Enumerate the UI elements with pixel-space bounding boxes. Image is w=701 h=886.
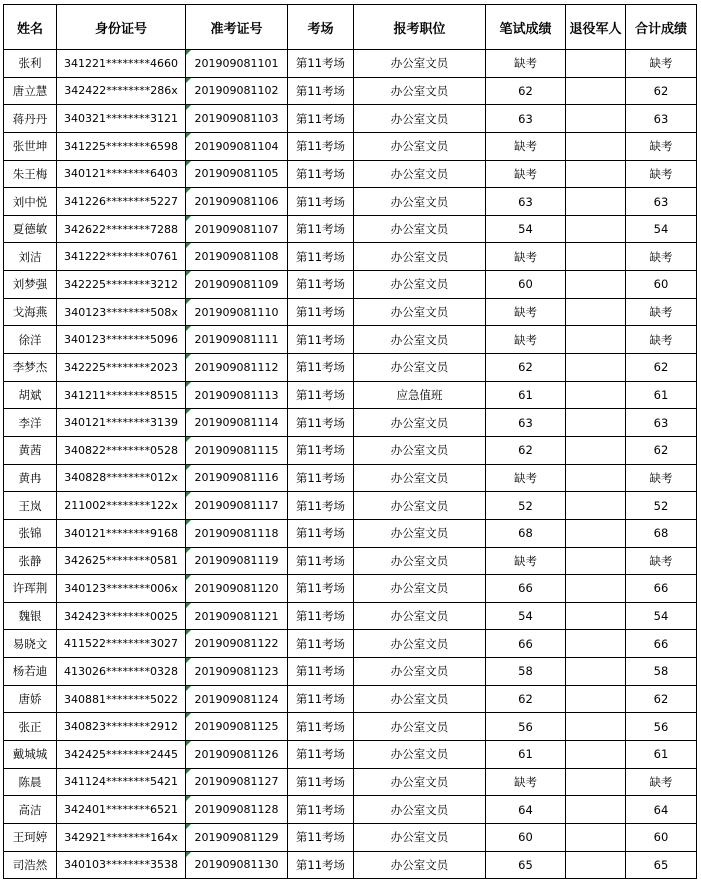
cell-exam-room: 第11考场 [288,243,354,271]
cell-id-number: 340828********012x [57,464,186,492]
cell-total-score: 54 [626,215,697,243]
cell-veteran [566,823,626,851]
cell-veteran [566,547,626,575]
cell-total-score: 63 [626,409,697,437]
cell-position: 办公室文员 [354,492,486,520]
table-row [4,105,697,133]
cell-veteran [566,796,626,824]
cell-position: 办公室文员 [354,326,486,354]
cell-total-score: 缺考 [626,243,697,271]
cell-name: 黄茜 [4,436,57,464]
cell-exam-room: 第11考场 [288,381,354,409]
cell-ticket-number: 201909081113 [186,381,288,409]
cell-id-number: 340121********9168 [57,519,186,547]
table-row [4,50,697,78]
table-row [4,519,697,547]
cell-position: 办公室文员 [354,50,486,78]
cell-total-score: 64 [626,796,697,824]
cell-id-number: 340123********006x [57,575,186,603]
cell-exam-room: 第11考场 [288,768,354,796]
cell-written-score: 52 [486,492,566,520]
cell-position: 办公室文员 [354,354,486,382]
cell-veteran [566,492,626,520]
cell-written-score: 61 [486,741,566,769]
cell-ticket-number: 201909081101 [186,50,288,78]
cell-written-score: 54 [486,215,566,243]
cell-position: 办公室文员 [354,243,486,271]
cell-name: 黄冉 [4,464,57,492]
cell-total-score: 62 [626,685,697,713]
cell-total-score: 61 [626,381,697,409]
cell-exam-room: 第11考场 [288,50,354,78]
cell-written-score: 缺考 [486,160,566,188]
cell-position: 办公室文员 [354,685,486,713]
cell-veteran [566,381,626,409]
cell-id-number: 340881********5022 [57,685,186,713]
col-header-position: 报考职位 [354,5,486,50]
cell-written-score: 58 [486,658,566,686]
cell-exam-room: 第11考场 [288,188,354,216]
cell-exam-room: 第11考场 [288,713,354,741]
cell-total-score: 56 [626,713,697,741]
col-header-room: 考场 [288,5,354,50]
cell-ticket-number: 201909081121 [186,602,288,630]
cell-exam-room: 第11考场 [288,630,354,658]
cell-name: 易晓文 [4,630,57,658]
cell-veteran [566,105,626,133]
cell-id-number: 413026********0328 [57,658,186,686]
cell-exam-room: 第11考场 [288,492,354,520]
cell-total-score: 63 [626,188,697,216]
cell-position: 办公室文员 [354,298,486,326]
table-row [4,243,697,271]
cell-ticket-number: 201909081117 [186,492,288,520]
cell-veteran [566,354,626,382]
cell-name: 刘洁 [4,243,57,271]
table-row [4,547,697,575]
table-row [4,602,697,630]
cell-veteran [566,575,626,603]
cell-name: 夏德敏 [4,215,57,243]
cell-written-score: 62 [486,354,566,382]
cell-exam-room: 第11考场 [288,519,354,547]
cell-veteran [566,409,626,437]
table-body [4,50,697,879]
cell-ticket-number: 201909081108 [186,243,288,271]
cell-ticket-number: 201909081124 [186,685,288,713]
table-row [4,685,697,713]
cell-name: 胡斌 [4,381,57,409]
cell-name: 陈晨 [4,768,57,796]
table-row [4,132,697,160]
cell-ticket-number: 201909081123 [186,658,288,686]
cell-total-score: 62 [626,436,697,464]
cell-id-number: 341225********6598 [57,132,186,160]
cell-id-number: 342921********164x [57,823,186,851]
cell-veteran [566,298,626,326]
cell-position: 办公室文员 [354,77,486,105]
cell-position: 办公室文员 [354,547,486,575]
cell-exam-room: 第11考场 [288,77,354,105]
table-row [4,796,697,824]
cell-ticket-number: 201909081102 [186,77,288,105]
cell-veteran [566,215,626,243]
cell-written-score: 63 [486,105,566,133]
cell-veteran [566,188,626,216]
cell-total-score: 66 [626,575,697,603]
col-header-ticket: 准考证号 [186,5,288,50]
table-row [4,823,697,851]
cell-total-score: 68 [626,519,697,547]
table-row [4,713,697,741]
table-row [4,492,697,520]
table-row [4,77,697,105]
cell-total-score: 60 [626,271,697,299]
cell-written-score: 缺考 [486,243,566,271]
table-row [4,188,697,216]
col-header-score: 笔试成绩 [486,5,566,50]
cell-id-number: 211002********122x [57,492,186,520]
cell-veteran [566,658,626,686]
col-header-name: 姓名 [4,5,57,50]
cell-position: 办公室文员 [354,713,486,741]
cell-exam-room: 第11考场 [288,436,354,464]
table-row [4,658,697,686]
cell-name: 戴城城 [4,741,57,769]
cell-position: 办公室文员 [354,160,486,188]
cell-ticket-number: 201909081110 [186,298,288,326]
cell-ticket-number: 201909081126 [186,741,288,769]
cell-written-score: 缺考 [486,50,566,78]
col-header-id: 身份证号 [57,5,186,50]
cell-position: 办公室文员 [354,741,486,769]
cell-name: 张正 [4,713,57,741]
cell-id-number: 341211********8515 [57,381,186,409]
cell-exam-room: 第11考场 [288,105,354,133]
cell-total-score: 缺考 [626,50,697,78]
header-row [4,5,697,50]
cell-written-score: 缺考 [486,132,566,160]
cell-name: 唐娇 [4,685,57,713]
cell-id-number: 342401********6521 [57,796,186,824]
table-row [4,409,697,437]
table-row [4,298,697,326]
cell-total-score: 缺考 [626,160,697,188]
cell-id-number: 340103********3538 [57,851,186,879]
cell-ticket-number: 201909081128 [186,796,288,824]
cell-exam-room: 第11考场 [288,685,354,713]
cell-written-score: 缺考 [486,298,566,326]
cell-written-score: 65 [486,851,566,879]
cell-veteran [566,602,626,630]
table-row [4,741,697,769]
cell-id-number: 341221********4660 [57,50,186,78]
cell-name: 李梦杰 [4,354,57,382]
table-row [4,630,697,658]
cell-written-score: 63 [486,409,566,437]
cell-veteran [566,77,626,105]
cell-position: 办公室文员 [354,188,486,216]
cell-name: 戈海燕 [4,298,57,326]
cell-veteran [566,851,626,879]
col-header-veteran: 退役军人 [566,5,626,50]
cell-ticket-number: 201909081119 [186,547,288,575]
cell-veteran [566,464,626,492]
cell-written-score: 54 [486,602,566,630]
cell-position: 办公室文员 [354,132,486,160]
cell-exam-room: 第11考场 [288,409,354,437]
cell-name: 张世坤 [4,132,57,160]
table-row [4,354,697,382]
cell-ticket-number: 201909081114 [186,409,288,437]
cell-exam-room: 第11考场 [288,851,354,879]
cell-veteran [566,630,626,658]
cell-written-score: 62 [486,685,566,713]
cell-exam-room: 第11考场 [288,658,354,686]
cell-exam-room: 第11考场 [288,326,354,354]
cell-exam-room: 第11考场 [288,298,354,326]
cell-ticket-number: 201909081103 [186,105,288,133]
cell-total-score: 缺考 [626,547,697,575]
cell-total-score: 54 [626,602,697,630]
cell-exam-room: 第11考场 [288,464,354,492]
cell-ticket-number: 201909081125 [186,713,288,741]
cell-position: 应急值班 [354,381,486,409]
cell-total-score: 62 [626,354,697,382]
cell-written-score: 66 [486,630,566,658]
cell-id-number: 342225********2023 [57,354,186,382]
cell-written-score: 缺考 [486,768,566,796]
cell-name: 张利 [4,50,57,78]
cell-total-score: 52 [626,492,697,520]
cell-ticket-number: 201909081107 [186,215,288,243]
table-row [4,768,697,796]
cell-veteran [566,132,626,160]
cell-total-score: 63 [626,105,697,133]
cell-name: 高洁 [4,796,57,824]
cell-total-score: 60 [626,823,697,851]
cell-id-number: 342423********0025 [57,602,186,630]
cell-position: 办公室文员 [354,215,486,243]
cell-id-number: 342422********286x [57,77,186,105]
cell-written-score: 62 [486,77,566,105]
cell-ticket-number: 201909081115 [186,436,288,464]
table-row [4,464,697,492]
cell-name: 张锦 [4,519,57,547]
cell-position: 办公室文员 [354,851,486,879]
cell-position: 办公室文员 [354,519,486,547]
cell-position: 办公室文员 [354,464,486,492]
cell-ticket-number: 201909081129 [186,823,288,851]
cell-id-number: 341222********0761 [57,243,186,271]
cell-position: 办公室文员 [354,768,486,796]
cell-written-score: 64 [486,796,566,824]
cell-total-score: 61 [626,741,697,769]
cell-id-number: 342425********2445 [57,741,186,769]
cell-id-number: 340822********0528 [57,436,186,464]
cell-position: 办公室文员 [354,575,486,603]
cell-veteran [566,519,626,547]
cell-written-score: 66 [486,575,566,603]
cell-exam-room: 第11考场 [288,823,354,851]
table-row [4,271,697,299]
cell-position: 办公室文员 [354,823,486,851]
cell-position: 办公室文员 [354,658,486,686]
cell-name: 张静 [4,547,57,575]
cell-id-number: 341124********5421 [57,768,186,796]
cell-total-score: 缺考 [626,768,697,796]
cell-total-score: 缺考 [626,464,697,492]
exam-score-table [3,4,697,879]
cell-name: 朱王梅 [4,160,57,188]
cell-id-number: 340123********508x [57,298,186,326]
cell-name: 司浩然 [4,851,57,879]
cell-ticket-number: 201909081122 [186,630,288,658]
cell-ticket-number: 201909081105 [186,160,288,188]
cell-ticket-number: 201909081106 [186,188,288,216]
cell-veteran [566,326,626,354]
cell-exam-room: 第11考场 [288,215,354,243]
cell-id-number: 340123********5096 [57,326,186,354]
cell-exam-room: 第11考场 [288,741,354,769]
cell-id-number: 341226********5227 [57,188,186,216]
cell-id-number: 340321********3121 [57,105,186,133]
cell-total-score: 58 [626,658,697,686]
cell-total-score: 缺考 [626,132,697,160]
cell-id-number: 342225********3212 [57,271,186,299]
cell-exam-room: 第11考场 [288,354,354,382]
table-row [4,436,697,464]
cell-name: 徐洋 [4,326,57,354]
cell-name: 许珲荆 [4,575,57,603]
cell-exam-room: 第11考场 [288,132,354,160]
cell-total-score: 65 [626,851,697,879]
cell-position: 办公室文员 [354,796,486,824]
cell-total-score: 66 [626,630,697,658]
cell-ticket-number: 201909081111 [186,326,288,354]
cell-exam-room: 第11考场 [288,575,354,603]
cell-written-score: 56 [486,713,566,741]
cell-exam-room: 第11考场 [288,160,354,188]
cell-id-number: 342625********0581 [57,547,186,575]
cell-id-number: 340121********3139 [57,409,186,437]
cell-written-score: 60 [486,271,566,299]
table-row [4,851,697,879]
cell-name: 刘中悦 [4,188,57,216]
cell-veteran [566,271,626,299]
cell-position: 办公室文员 [354,436,486,464]
cell-written-score: 缺考 [486,464,566,492]
cell-written-score: 62 [486,436,566,464]
cell-total-score: 缺考 [626,298,697,326]
col-header-total: 合计成绩 [626,5,697,50]
cell-position: 办公室文员 [354,630,486,658]
cell-exam-room: 第11考场 [288,271,354,299]
cell-ticket-number: 201909081130 [186,851,288,879]
cell-name: 王岚 [4,492,57,520]
cell-position: 办公室文员 [354,602,486,630]
cell-name: 刘梦强 [4,271,57,299]
cell-veteran [566,436,626,464]
cell-exam-room: 第11考场 [288,796,354,824]
table-row [4,381,697,409]
cell-written-score: 63 [486,188,566,216]
cell-name: 魏银 [4,602,57,630]
cell-position: 办公室文员 [354,105,486,133]
cell-total-score: 缺考 [626,326,697,354]
cell-exam-room: 第11考场 [288,547,354,575]
cell-ticket-number: 201909081109 [186,271,288,299]
cell-total-score: 62 [626,77,697,105]
cell-name: 王珂婷 [4,823,57,851]
cell-position: 办公室文员 [354,409,486,437]
cell-name: 蒋丹丹 [4,105,57,133]
cell-veteran [566,160,626,188]
cell-ticket-number: 201909081112 [186,354,288,382]
cell-veteran [566,768,626,796]
cell-veteran [566,685,626,713]
cell-ticket-number: 201909081118 [186,519,288,547]
cell-name: 唐立慧 [4,77,57,105]
cell-name: 杨若迪 [4,658,57,686]
cell-veteran [566,741,626,769]
cell-ticket-number: 201909081120 [186,575,288,603]
cell-written-score: 缺考 [486,326,566,354]
table-row [4,575,697,603]
cell-id-number: 340121********6403 [57,160,186,188]
cell-written-score: 60 [486,823,566,851]
cell-id-number: 411522********3027 [57,630,186,658]
cell-written-score: 68 [486,519,566,547]
table-header [4,5,697,50]
cell-written-score: 缺考 [486,547,566,575]
cell-id-number: 342622********7288 [57,215,186,243]
cell-id-number: 340823********2912 [57,713,186,741]
cell-ticket-number: 201909081116 [186,464,288,492]
cell-name: 李洋 [4,409,57,437]
cell-position: 办公室文员 [354,271,486,299]
cell-veteran [566,243,626,271]
cell-veteran [566,50,626,78]
cell-ticket-number: 201909081104 [186,132,288,160]
cell-exam-room: 第11考场 [288,602,354,630]
cell-written-score: 61 [486,381,566,409]
table-row [4,326,697,354]
table-row [4,215,697,243]
cell-ticket-number: 201909081127 [186,768,288,796]
table-row [4,160,697,188]
cell-veteran [566,713,626,741]
